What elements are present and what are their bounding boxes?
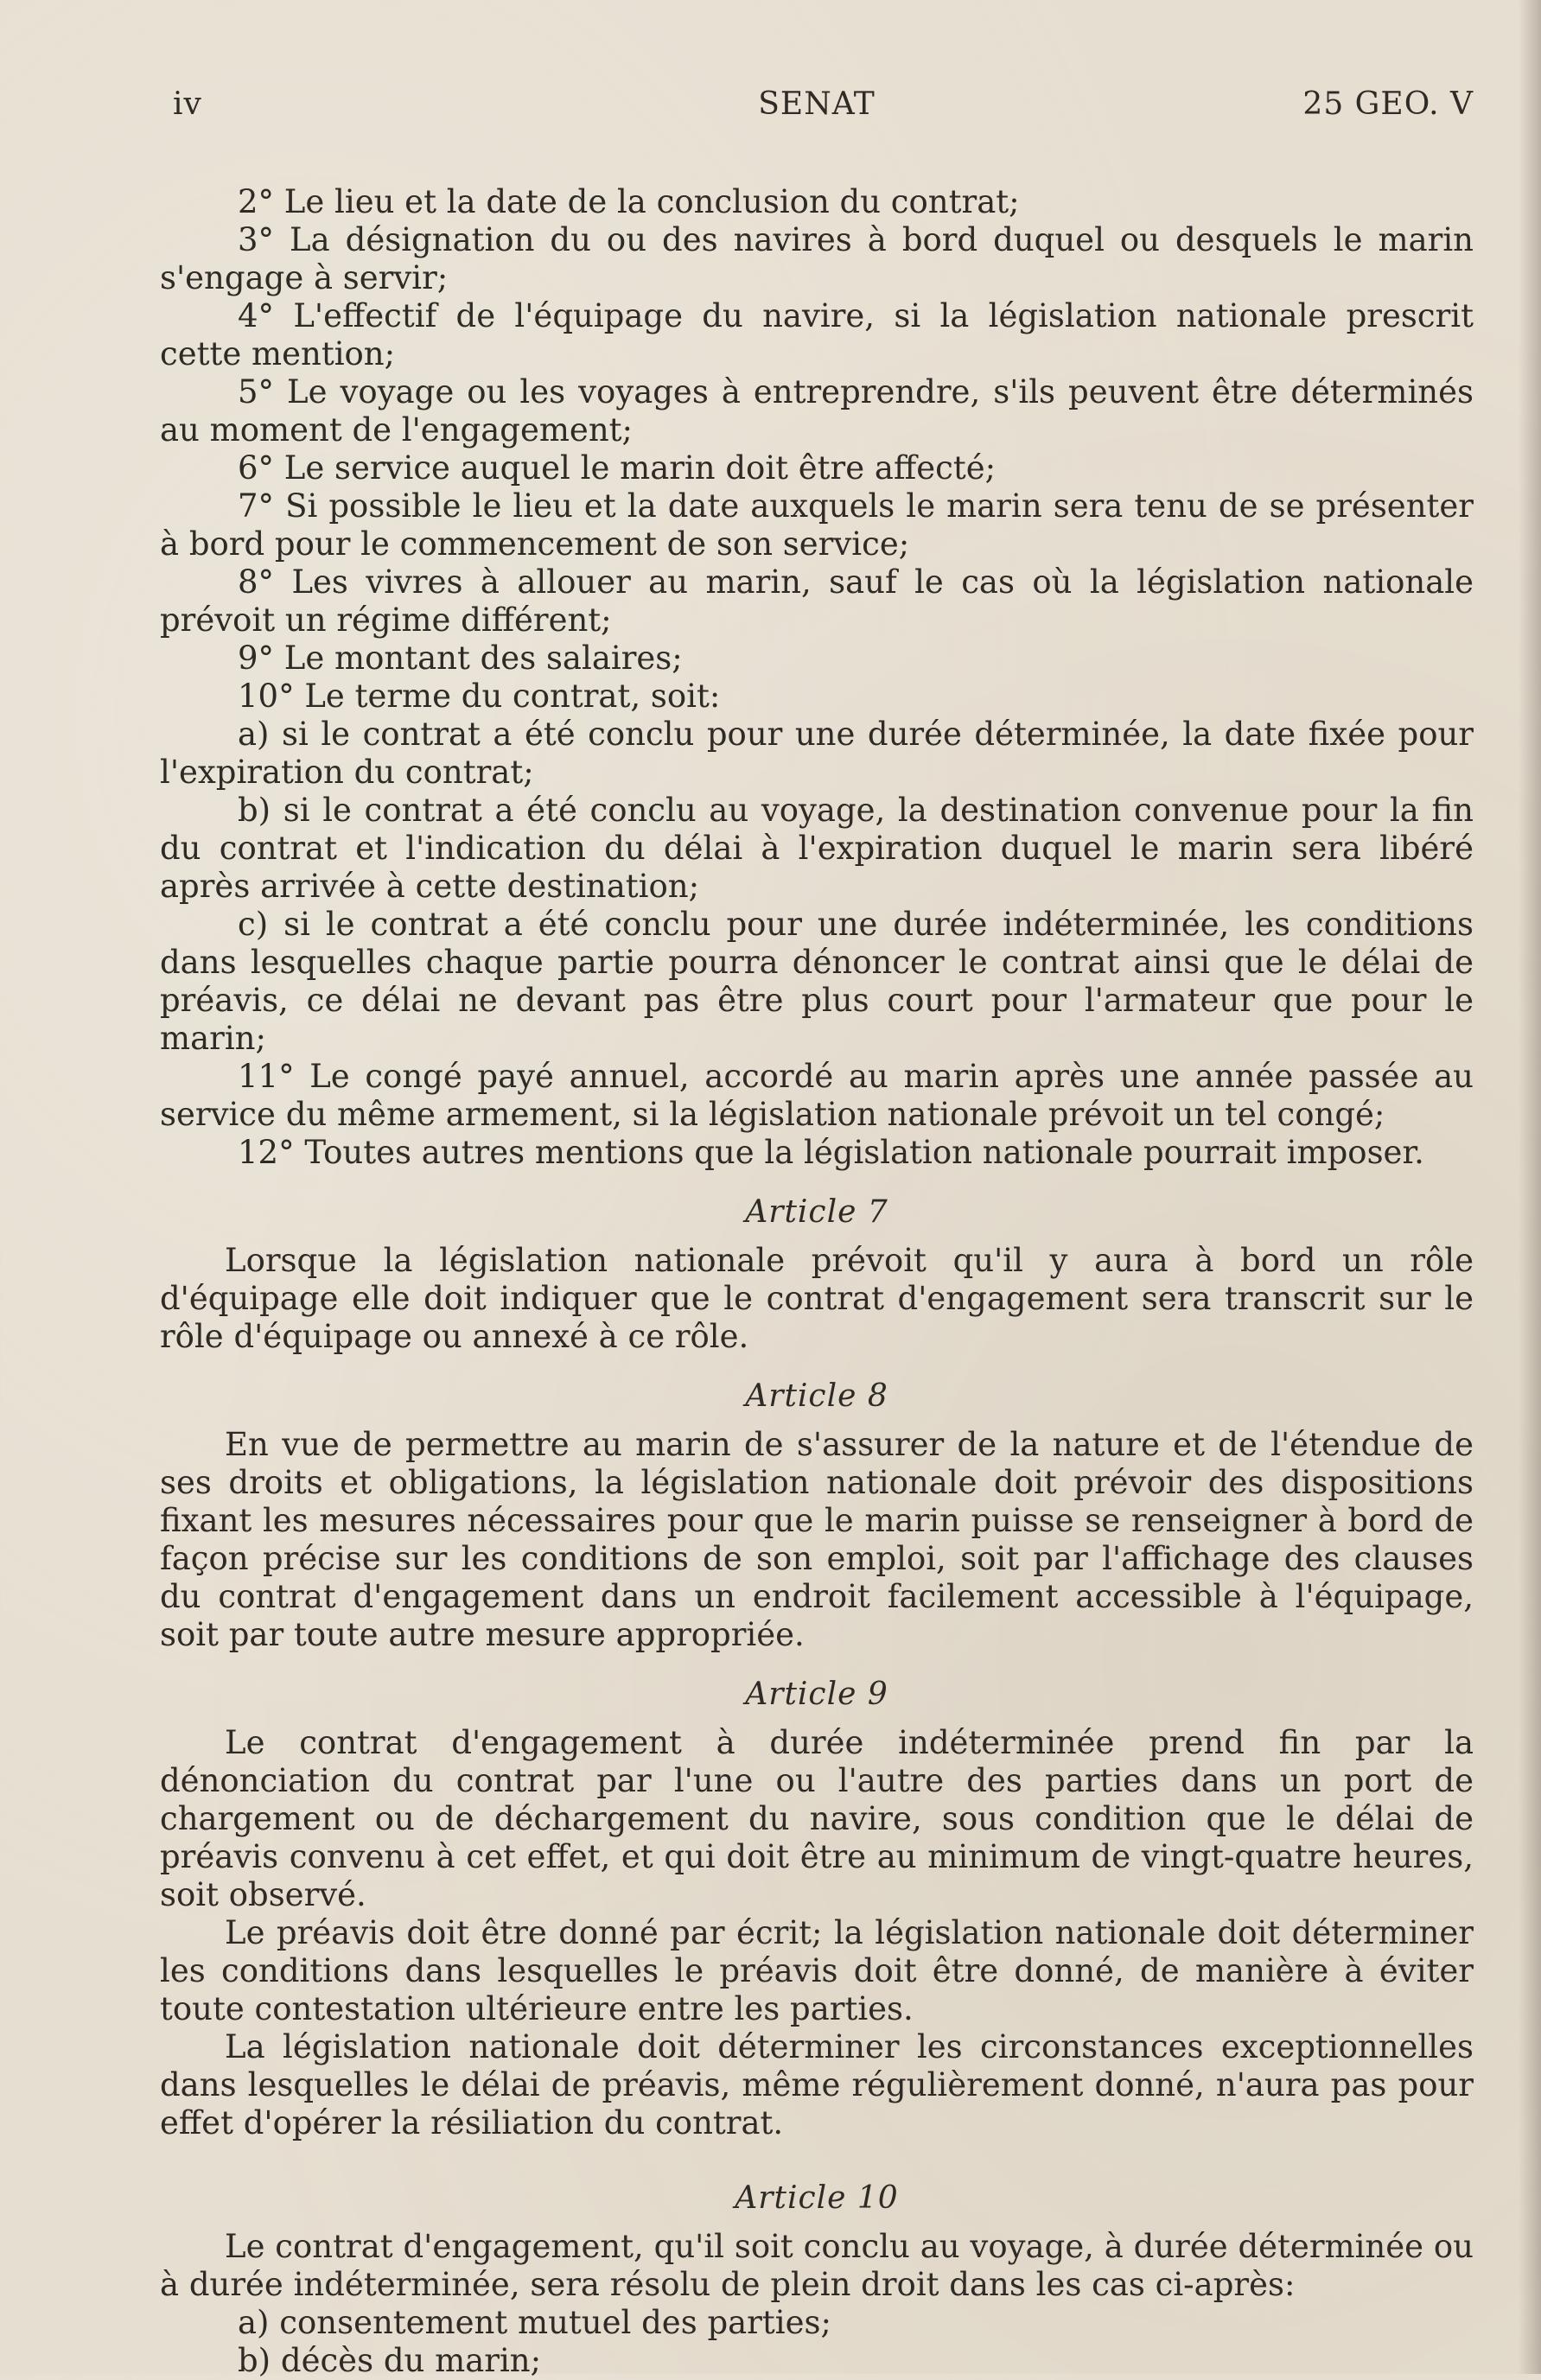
list-item: 12° Toutes autres mentions que la législation nationale pourrait imposer. (238, 1134, 1424, 1171)
list-subitem: c) si le contrat a été conclu pour une durée indéterminée, les conditions dans lesquelles chaque partie pourra dénoncer le contrat ainsi que le délai de préavis, ce délai ne devant pas être plus court pour l'armateur que pour le marin; (160, 906, 1474, 1057)
list-subitem: a) si le contrat a été conclu pour une durée déterminée, la date fixée pour l'expiration du contrat; (160, 716, 1474, 791)
article-paragraph: La législation nationale doit déterminer les circonstances exceptionnelles dans lesquelles le délai de préavis, même régulièrement donné, n'aura pas pour effet d'opérer la résiliation du contrat. (160, 2028, 1474, 2141)
article-heading: Article 7 (745, 1194, 888, 1230)
article-paragraph: Lorsque la législation nationale prévoit qu'il y aura à bord un rôle d'équipage elle doit indiquer que le contrat d'engagement sera transcrit sur le rôle d'équipage ou annexé à ce rôle. (160, 1242, 1474, 1355)
list-item: 7° Si possible le lieu et la date auxquels le marin sera tenu de se présenter à bord pour le commencement de son service; (160, 487, 1474, 563)
list-item: 11° Le congé payé annuel, accordé au marin après une année passée au service du même armement, si la législation nationale prévoit un tel congé; (160, 1058, 1474, 1133)
article-7 (160, 1194, 1474, 1356)
page-number: iv (173, 86, 202, 122)
article-paragraph: En vue de permettre au marin de s'assurer de la nature et de l'étendue de ses droits et obligations, la législation nationale doit prévoir des dispositions fixant les mesures nécessaires pour que le marin puisse se renseigner à bord de façon précise sur les conditions de son emploi, soit par l'affichage des clauses du contrat d'engagement dans un endroit facilement accessible à l'équipage, soit par toute autre mesure appropriée. (160, 1426, 1474, 1653)
article-paragraph: Le contrat d'engagement à durée indéterminée prend fin par la dénonciation du contrat par l'une ou l'autre des parties dans un port de chargement ou de déchargement du navire, sous condition que le délai de préavis convenu à cet effet, et qui doit être au minimum de vingt-quatre heures, soit observé. (160, 1724, 1474, 1913)
body-text (160, 183, 1474, 2380)
list-item: 3° La désignation du ou des navires à bord duquel ou desquels le marin s'engage à servir; (160, 221, 1474, 296)
article-heading: Article 9 (745, 1677, 888, 1712)
list-item: 2° Le lieu et la date de la conclusion du contrat; (238, 183, 1020, 220)
page-edge-shadow (1519, 0, 1541, 2374)
article-8 (160, 1378, 1474, 1654)
list-subitem: b) si le contrat a été conclu au voyage, la destination convenue pour la fin du contrat et l'indication du délai à l'expiration duquel le marin sera libéré après arrivée à cette destination; (160, 792, 1474, 905)
contract-particulars-list (160, 183, 1474, 1172)
article-10 (160, 2180, 1474, 2380)
article-heading: Article 10 (735, 2180, 899, 2216)
list-item: 10° Le terme du contrat, soit: (238, 678, 721, 715)
header-title: SENAT (758, 86, 876, 122)
list-item: 9° Le montant des salaires; (238, 640, 683, 677)
running-head (160, 86, 1474, 138)
list-item: 4° L'effectif de l'équipage du navire, si la législation nationale prescrit cette mention; (160, 297, 1474, 372)
list-subitem: a) consentement mutuel des parties; (238, 2304, 831, 2341)
article-paragraph: Le préavis doit être donné par écrit; la législation nationale doit déterminer les conditions dans lesquelles le préavis doit être donné, de manière à éviter toute contestation ultérieure entre les parties. (160, 1914, 1474, 2027)
document-page (160, 86, 1474, 2380)
list-item: 5° Le voyage ou les voyages à entreprendre, s'ils peuvent être déterminés au moment de l'engagement; (160, 373, 1474, 449)
article-paragraph: Le contrat d'engagement, qu'il soit conclu au voyage, à durée déterminée ou à durée indéterminée, sera résolu de plein droit dans les cas ci-après: (160, 2228, 1474, 2303)
header-session: 25 GEO. V (1302, 86, 1474, 122)
list-item: 6° Le service auquel le marin doit être affecté; (238, 449, 997, 487)
list-item: 8° Les vivres à allouer au marin, sauf le cas où la législation nationale prévoit un régime différent; (160, 563, 1474, 639)
list-subitem: b) décès du marin; (238, 2342, 542, 2379)
article-9 (160, 1677, 1474, 2142)
article-heading: Article 8 (745, 1378, 888, 1414)
